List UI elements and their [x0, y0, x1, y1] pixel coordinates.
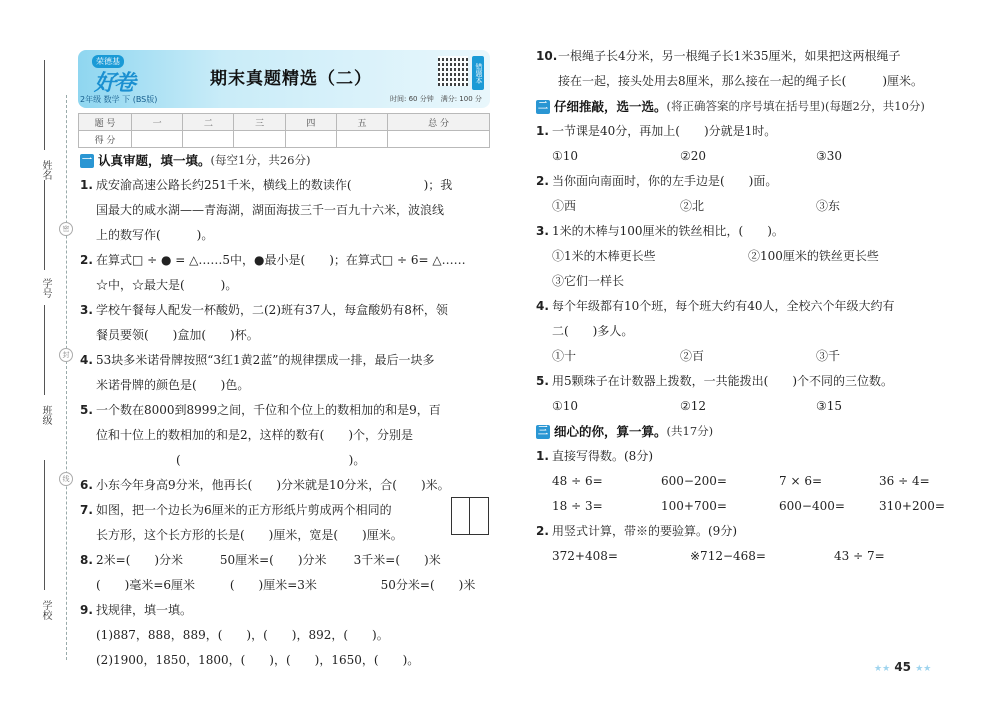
calc-row-1	[536, 469, 966, 494]
option[interactable]: ①西	[552, 199, 577, 213]
q-text: 1米的木棒与100厘米的铁丝相比，( )。	[552, 224, 784, 238]
q-item: 50厘米=( )分米	[219, 553, 327, 567]
q-text: 直接写得数。(8分)	[552, 449, 653, 463]
q-line: 米诺骨牌的颜色是( )色。	[96, 378, 250, 392]
calc-item: 48 ÷ 6=	[552, 474, 603, 488]
option[interactable]: ③千	[816, 349, 841, 363]
section-3-note: (共17分)	[666, 424, 714, 438]
score-header-cell: 题 号	[79, 114, 132, 131]
question-2-4: 4. 每个年级都有10个班，每个班大约有40人，全校六个年级大约有	[536, 299, 895, 313]
q-text: 每个年级都有10个班，每个班大约有40人，全校六个年级大约有	[552, 299, 895, 313]
q-text: 找规律，填一填。	[96, 603, 193, 617]
page-title: 期末真题精选（二）	[210, 69, 372, 89]
section-1-badge: 一	[82, 154, 92, 166]
q-item: ( )毫米=6厘米	[96, 578, 196, 592]
q-line	[80, 573, 500, 598]
score-header-cell: 五	[336, 114, 387, 131]
question-2-2: 2. 当你面向南面时，你的左手边是( )面。	[536, 174, 778, 188]
score-header-cell: 四	[285, 114, 336, 131]
exam-meta: 时间: 60 分钟 满分: 100 分	[390, 95, 482, 103]
page-number	[874, 660, 931, 674]
score-cell[interactable]	[388, 131, 490, 148]
section-3-badge: 三	[538, 425, 548, 437]
exam-header	[78, 50, 490, 108]
options-2-5	[536, 394, 966, 419]
q-line: ( )。	[176, 453, 366, 467]
section-2-heading	[536, 94, 966, 119]
q-line: 二( )多人。	[552, 324, 634, 338]
score-cell[interactable]	[234, 131, 285, 148]
id-blank	[44, 180, 45, 270]
calc-item: 600−400=	[779, 499, 845, 513]
calc-item: 600−200=	[661, 474, 727, 488]
name-label: 姓名	[40, 160, 51, 180]
calc-row-3	[536, 544, 966, 569]
wrong-book-tag: 错题本	[472, 56, 484, 90]
q-line: 上的数写作( )。	[96, 228, 214, 242]
section-3-title: 细心的你，算一算。	[554, 424, 667, 439]
section-1-title: 认真审题，填一填。	[98, 153, 211, 168]
calc-item: 100+700=	[661, 499, 727, 513]
q-item: 50分米=( )米	[380, 578, 476, 592]
q-text: 一节课是40分，再加上( )分就是1时。	[552, 124, 777, 138]
option[interactable]: ③30	[816, 149, 843, 163]
score-value-row	[79, 131, 490, 148]
section-1-heading	[80, 148, 500, 173]
question-1-3: 3. 学校午餐每人配发一杯酸奶，二(2)班有37人，每盒酸奶有8杯，领	[80, 303, 448, 317]
score-row-label: 得 分	[79, 131, 132, 148]
question-1-10: 10. 一根绳子长4分米，另一根绳子长1米35厘米，如果把这两根绳子	[536, 49, 901, 63]
score-cell[interactable]	[336, 131, 387, 148]
calc-row-2	[536, 494, 966, 519]
page-number-value: 45	[894, 660, 912, 674]
square-cut-figure	[451, 497, 489, 535]
option[interactable]: ②100厘米的铁丝更长些	[748, 249, 879, 263]
q-line: (1)887，888，889，( )，( )，892，( )。	[96, 628, 389, 642]
q-text: 学校午餐每人配发一杯酸奶，二(2)班有37人，每盒酸奶有8杯，领	[96, 303, 448, 317]
question-1-8: 8. 2米=( )分米 50厘米=( )分米 3千米=( )米	[80, 548, 500, 573]
score-cell[interactable]	[183, 131, 234, 148]
option[interactable]: ①10	[552, 399, 579, 413]
question-3-1: 1. 直接写得数。(8分)	[536, 449, 653, 463]
calc-item: 36 ÷ 4=	[879, 474, 930, 488]
q-line: 接在一起，接头处用去8厘米，那么接在一起的绳子长( )厘米。	[558, 74, 924, 88]
section-3-heading	[536, 419, 966, 444]
section-1-note: (每空1分，共26分)	[210, 153, 311, 167]
score-cell[interactable]	[285, 131, 336, 148]
q-item: ( )厘米=3米	[229, 578, 317, 592]
score-header-cell: 总 分	[388, 114, 490, 131]
option[interactable]: ③它们一样长	[552, 274, 625, 288]
option[interactable]: ②百	[680, 349, 705, 363]
question-1-1: 1. 成安渝高速公路长约251千米，横线上的数读作( )；我	[80, 178, 453, 192]
options-2-4	[536, 344, 966, 369]
cut-line	[66, 95, 67, 660]
seal-mark-1: 密	[59, 222, 73, 236]
q-line: 餐员要领( )盒加( )杯。	[96, 328, 259, 342]
question-1-9: 9. 找规律，填一填。	[80, 603, 193, 617]
question-2-1: 1. 一节课是40分，再加上( )分就是1时。	[536, 124, 777, 138]
question-1-2: 2. 在算式□ ÷ ● = △……5中，●最小是( )；在算式□ ÷ 6= △……	[80, 253, 466, 267]
section-2-badge: 二	[538, 100, 548, 112]
option[interactable]: ①1米的木棒更长些	[552, 249, 656, 263]
section-2-title: 仔细推敲，选一选。	[554, 99, 667, 114]
left-column	[80, 148, 500, 673]
star-icon: ★★	[874, 664, 891, 674]
name-blank	[44, 60, 45, 150]
q-line: ☆中，☆最大是( )。	[96, 278, 238, 292]
calc-item: ※712−468=	[690, 549, 766, 563]
question-1-7: 7. 如图，把一个边长为6厘米的正方形纸片剪成两个相同的	[80, 503, 392, 517]
options-2-2	[536, 194, 966, 219]
q-line: 国最大的咸水湖——青海湖，湖面海拔三千一百九十六米，波浪线	[96, 203, 445, 217]
option[interactable]: ②20	[680, 149, 707, 163]
section-2-note: (将正确答案的序号填在括号里)(每题2分，共10分)	[666, 99, 925, 113]
option[interactable]: ③东	[816, 199, 841, 213]
school-label: 学校	[40, 600, 51, 620]
option[interactable]: ②12	[680, 399, 707, 413]
q-text: 用竖式计算，带※的要验算。(9分)	[552, 524, 737, 538]
calc-item: 43 ÷ 7=	[834, 549, 885, 563]
q-item: 3千米=( )米	[353, 553, 441, 567]
star-icon: ★★	[915, 664, 932, 674]
score-header-row	[79, 114, 490, 131]
score-header-cell: 二	[183, 114, 234, 131]
option[interactable]: ①十	[552, 349, 577, 363]
grade-tag: 2年级 数学 下 (BS版)	[80, 95, 158, 104]
binding-margin	[0, 0, 70, 711]
qr-code-icon[interactable]	[438, 56, 468, 86]
q-text: 如图，把一个边长为6厘米的正方形纸片剪成两个相同的	[96, 503, 392, 517]
school-blank	[44, 460, 45, 590]
option[interactable]: ③15	[816, 399, 843, 413]
options-2-3	[536, 244, 966, 269]
question-2-5: 5. 用5颗珠子在计数器上拨数，一共能拨出( )个不同的三位数。	[536, 374, 894, 388]
question-1-5: 5. 一个数在8000到8999之间，千位和个位上的数相加的和是9，百	[80, 403, 441, 417]
q-text: 一个数在8000到8999之间，千位和个位上的数相加的和是9，百	[96, 403, 441, 417]
q-text: 成安渝高速公路长约251千米，横线上的数读作( )；我	[96, 178, 453, 192]
seal-mark-3: 线	[59, 472, 73, 486]
calc-item: 7 × 6=	[779, 474, 823, 488]
question-2-3: 3. 1米的木棒与100厘米的铁丝相比，( )。	[536, 224, 784, 238]
q-text: 一根绳子长4分米，另一根绳子长1米35厘米，如果把这两根绳子	[558, 49, 901, 63]
q-line: 长方形，这个长方形的长是( )厘米，宽是( )厘米。	[96, 528, 403, 542]
calc-item: 372+408=	[552, 549, 618, 563]
calc-item: 310+200=	[879, 499, 945, 513]
score-header-cell: 三	[234, 114, 285, 131]
q-text: 当你面向南面时，你的左手边是( )面。	[552, 174, 778, 188]
options-2-1	[536, 144, 966, 169]
q-line: (2)1900，1850，1800，( )，( )，1650，( )。	[96, 653, 420, 667]
q-text: 53块多米诺骨牌按照“3红1黄2蓝”的规律摆成一排，最后一块多	[96, 353, 435, 367]
student-id-label: 学号	[40, 278, 51, 298]
q-item: 2米=( )分米	[96, 553, 184, 567]
score-header-cell: 一	[132, 114, 183, 131]
score-table	[78, 113, 490, 148]
question-3-2: 2. 用竖式计算，带※的要验算。(9分)	[536, 524, 737, 538]
q-text: 小东今年身高9分米，他再长( )分米就是10分米，合( )米。	[96, 478, 450, 492]
seal-mark-2: 封	[59, 348, 73, 362]
options-2-3b	[536, 269, 966, 294]
option[interactable]: ①10	[552, 149, 579, 163]
q-line: 位和十位上的数相加的和是2，这样的数有( )个，分别是	[96, 428, 414, 442]
class-label: 班级	[40, 405, 51, 425]
q-text: 用5颗珠子在计数器上拨数，一共能拨出( )个不同的三位数。	[552, 374, 894, 388]
score-cell[interactable]	[132, 131, 183, 148]
question-1-6: 6. 小东今年身高9分米，他再长( )分米就是10分米，合( )米。	[80, 478, 450, 492]
right-column	[536, 44, 966, 569]
brand-tag: 荣德基	[92, 55, 124, 68]
brand-logo: 好卷	[94, 71, 135, 96]
option[interactable]: ②北	[680, 199, 705, 213]
q-text: 在算式□ ÷ ● = △……5中，●最小是( )；在算式□ ÷ 6= △……	[96, 253, 466, 267]
question-1-4: 4. 53块多米诺骨牌按照“3红1黄2蓝”的规律摆成一排，最后一块多	[80, 353, 435, 367]
calc-item: 18 ÷ 3=	[552, 499, 603, 513]
class-blank	[44, 305, 45, 395]
